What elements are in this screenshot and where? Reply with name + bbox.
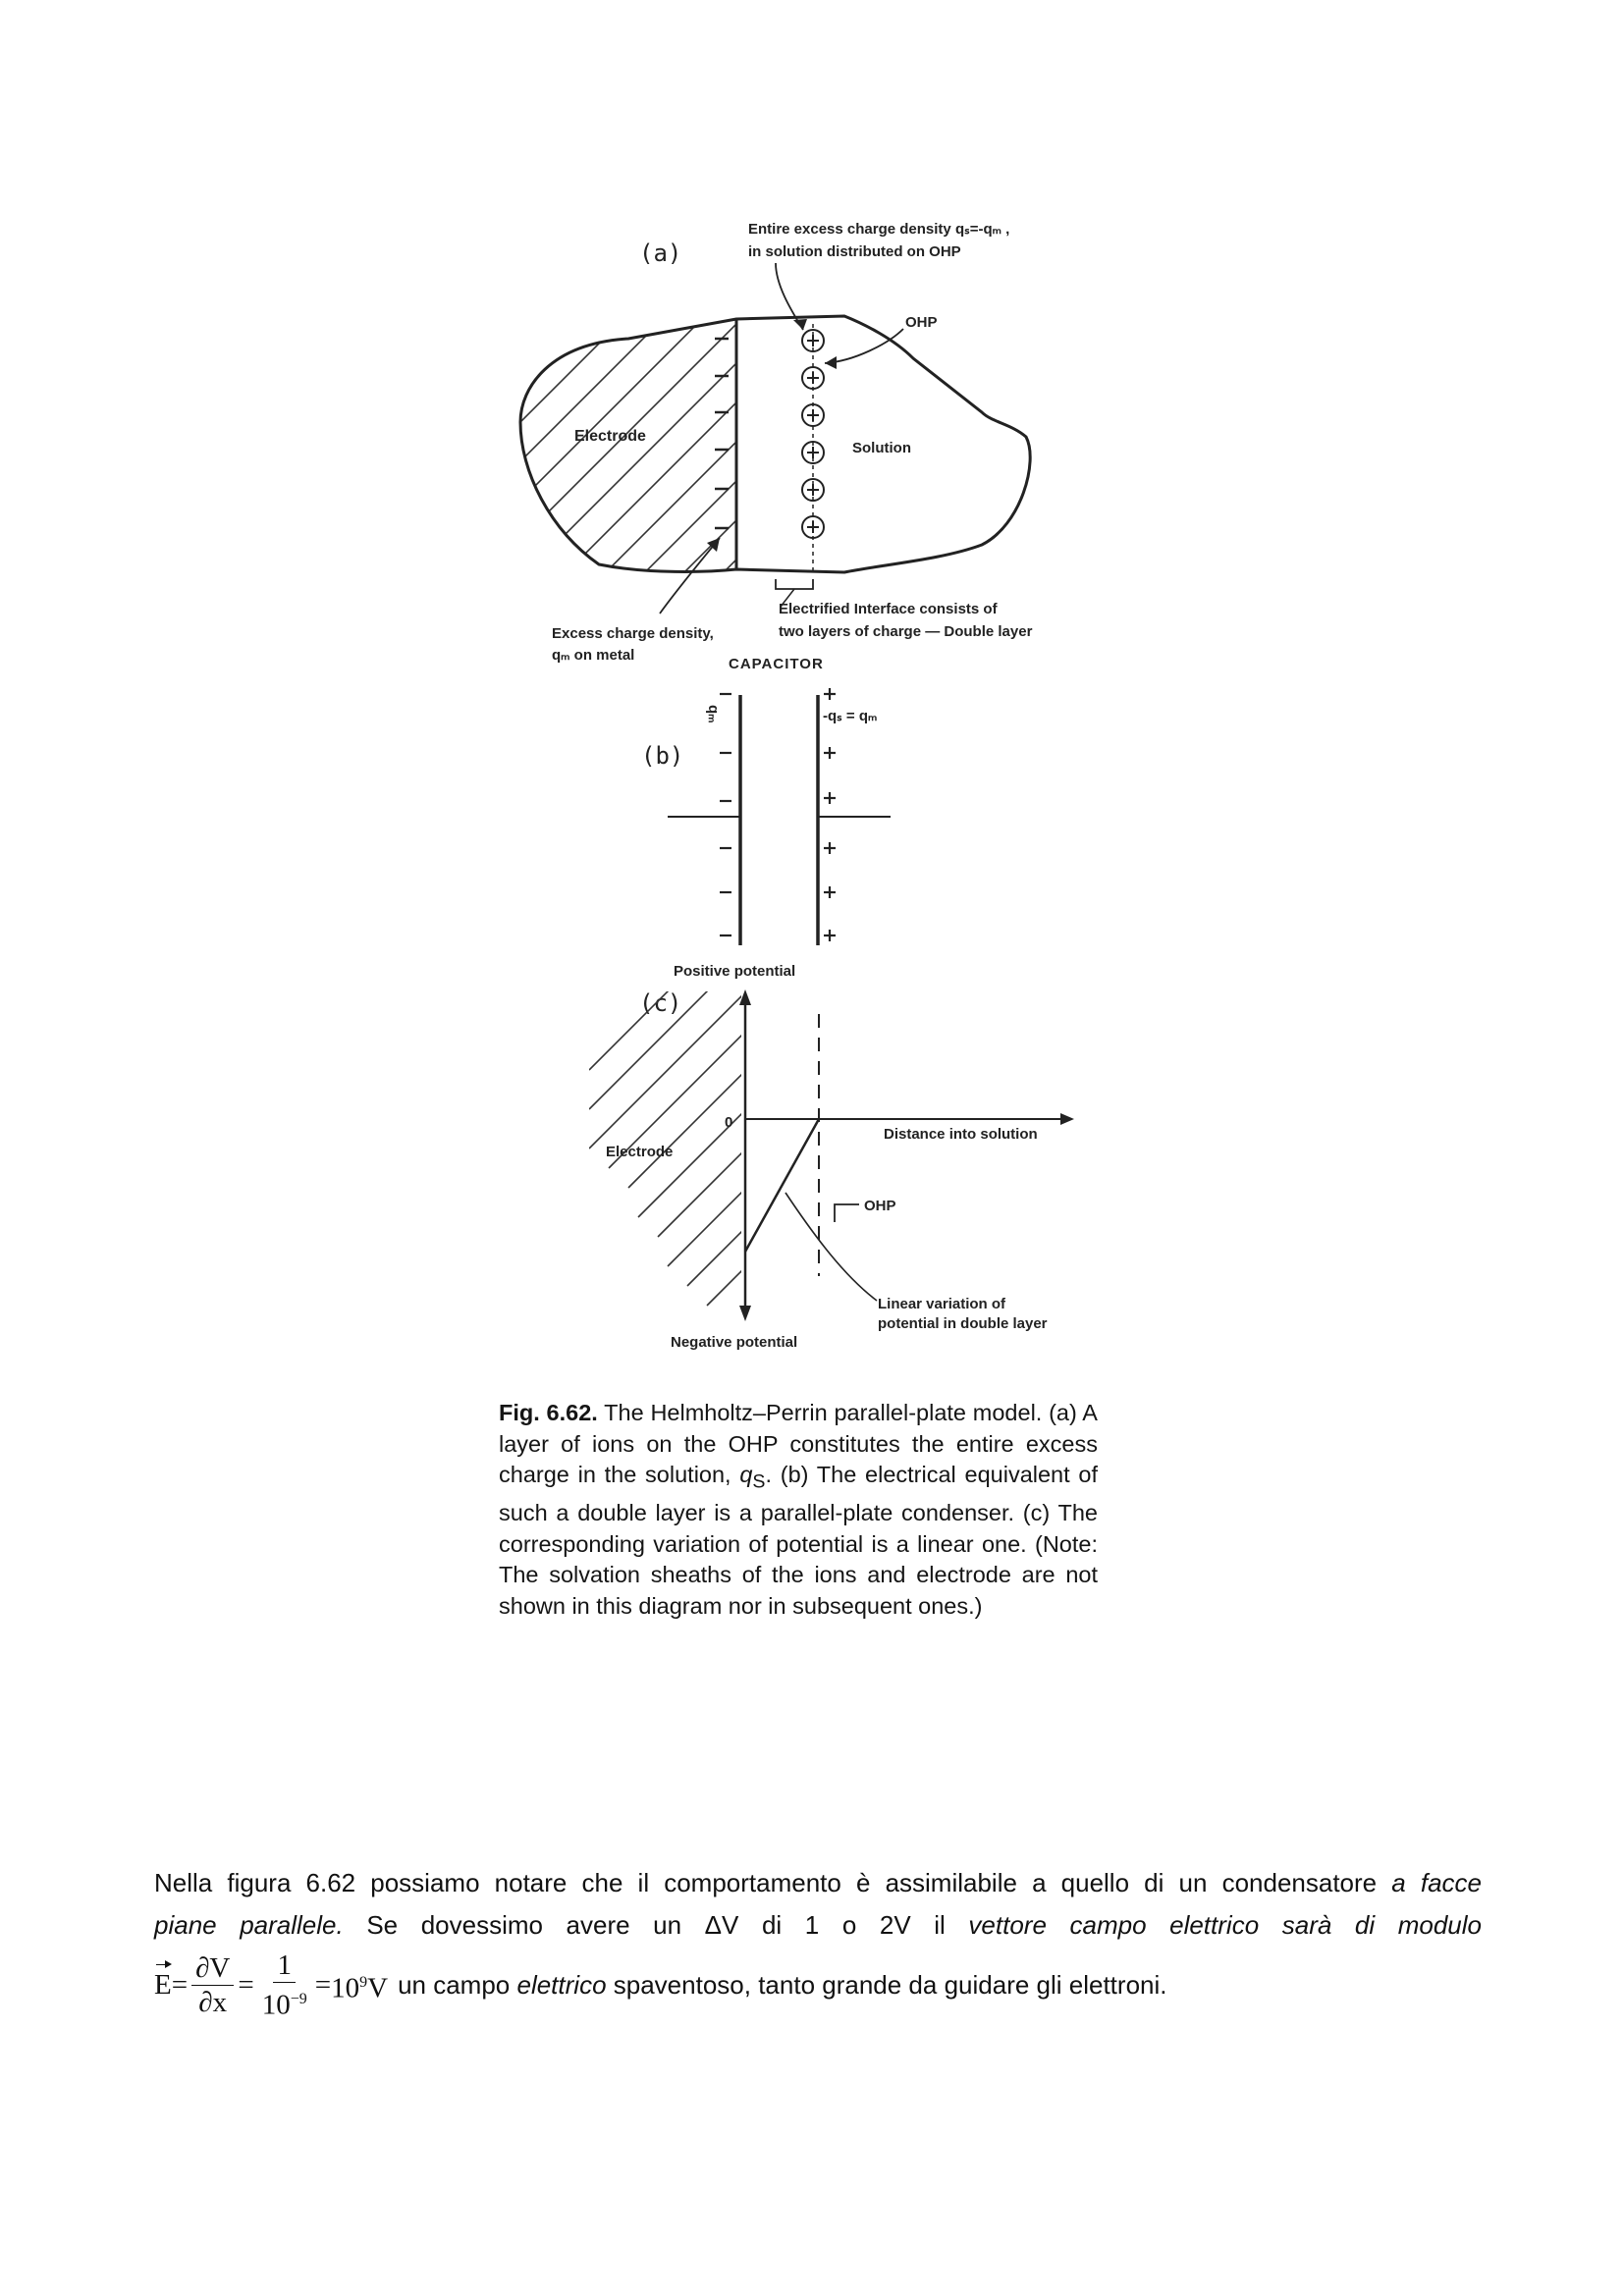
electrode-label-c: Electrode xyxy=(606,1144,674,1160)
body-paragraph xyxy=(154,1862,1482,2022)
panel-a-label: (a) xyxy=(639,240,682,267)
body-text-1a: Nella figura 6.62 possiamo notare che il comportamento è assimilabile a quello di un condensatore xyxy=(154,1868,1378,1897)
formula-result-base: 10 xyxy=(331,1972,360,2004)
formula-eq-3: = xyxy=(314,1968,332,2001)
formula-frac-1 xyxy=(191,1951,234,2019)
potential-axis-down-arrow xyxy=(739,1306,751,1321)
total-charge-note-line1: Entire excess charge density qₛ=-qₘ , xyxy=(748,221,1010,238)
body-text-2c: vettore campo elettrico sarà di modulo xyxy=(968,1910,1482,1940)
interface-note-line2: two layers of charge — Double layer xyxy=(779,623,1033,640)
figure-caption xyxy=(499,1398,1098,1622)
body-text-3a: un campo xyxy=(398,1969,511,2000)
caption-text-a: (a) A layer of ions on the OHP constitutes the entire excess charge in the solution, xyxy=(499,1400,1098,1487)
interface-note-line1: Electrified Interface consists of xyxy=(779,601,998,617)
total-charge-note-line2: in solution distributed on OHP xyxy=(748,243,961,260)
formula-den-2-exp: −9 xyxy=(290,1991,307,2007)
formula-den-2 xyxy=(258,1983,311,2022)
linear-note-line1: Linear variation of xyxy=(878,1296,1006,1312)
qs-label: -qₛ = qₘ xyxy=(823,708,878,724)
body-line-2 xyxy=(154,1904,1482,1947)
origin-label: 0 xyxy=(725,1114,733,1131)
formula-den-1: ∂x xyxy=(198,1986,228,2018)
formula-e-vector: E xyxy=(154,1964,172,2006)
interface-bracket xyxy=(776,579,813,589)
body-line-3 xyxy=(154,1949,1482,2022)
caption-qs-symbol: q xyxy=(739,1462,753,1487)
capacitor-plus-charges xyxy=(824,688,836,941)
linear-note-line2: potential in double layer xyxy=(878,1315,1048,1332)
body-text-3c: spaventoso, tanto grande da guidare gli elettroni. xyxy=(613,1969,1167,2000)
body-text-2a: piane parallele. xyxy=(154,1910,344,1940)
potential-profile-line xyxy=(745,1119,819,1252)
qm-label: qₘ xyxy=(705,705,722,723)
panel-c-label: (c) xyxy=(639,989,682,1017)
body-text-3b: elettrico xyxy=(516,1969,607,2000)
electric-field-formula xyxy=(154,1949,388,2022)
ohp-label-a: OHP xyxy=(905,314,938,331)
capacitor-label: CAPACITOR xyxy=(729,656,824,672)
electrode-label-a: Electrode xyxy=(574,428,646,445)
panel-b-label: (b) xyxy=(641,742,684,770)
electrode-hatch-c xyxy=(589,972,746,1306)
formula-eq-2: = xyxy=(238,1968,254,2001)
distance-axis-arrow xyxy=(1060,1113,1074,1125)
formula-eq-1: = xyxy=(171,1968,189,2001)
body-line-1 xyxy=(154,1862,1482,1904)
positive-potential-label: Positive potential xyxy=(674,963,796,980)
excess-note-line2: qₘ on metal xyxy=(552,647,635,664)
capacitor-plates xyxy=(740,695,818,945)
caption-text-b: . (b) The electrical equivalent of such a double layer is a parallel-plate condenser. (c) The corresponding variation of potential is a linear one. (Note: The solvation sheaths of the ions and electrode are not shown in this diagram nor in subsequent ones.) xyxy=(499,1462,1098,1619)
body-text-2b: Se dovessimo avere un ΔV di 1 o 2V il xyxy=(366,1910,946,1940)
negative-potential-label: Negative potential xyxy=(671,1334,798,1351)
electrode-hatch xyxy=(491,294,1001,589)
formula-result-unit: V xyxy=(367,1972,389,2004)
caption-qs-sub: S xyxy=(752,1470,766,1493)
ohp-label-c: OHP xyxy=(864,1198,896,1214)
formula-num-2: 1 xyxy=(273,1949,296,1983)
formula-result xyxy=(331,1961,388,2010)
capacitor-minus-charges xyxy=(720,694,731,935)
formula-num-1: ∂V xyxy=(191,1951,234,1986)
caption-fig-number: Fig. 6.62. xyxy=(499,1400,598,1425)
distance-label: Distance into solution xyxy=(884,1126,1038,1143)
caption-title: The Helmholtz–Perrin parallel-plate model. xyxy=(604,1400,1043,1425)
formula-result-exp: 9 xyxy=(359,1973,368,1991)
formula-frac-2 xyxy=(258,1949,311,2022)
solution-label-a: Solution xyxy=(852,440,911,456)
formula-den-2-base: 10 xyxy=(261,1989,291,2021)
ohp-pointer-c xyxy=(835,1204,859,1222)
excess-note-line1: Excess charge density, xyxy=(552,625,714,642)
body-text-1b: a facce xyxy=(1391,1868,1482,1897)
